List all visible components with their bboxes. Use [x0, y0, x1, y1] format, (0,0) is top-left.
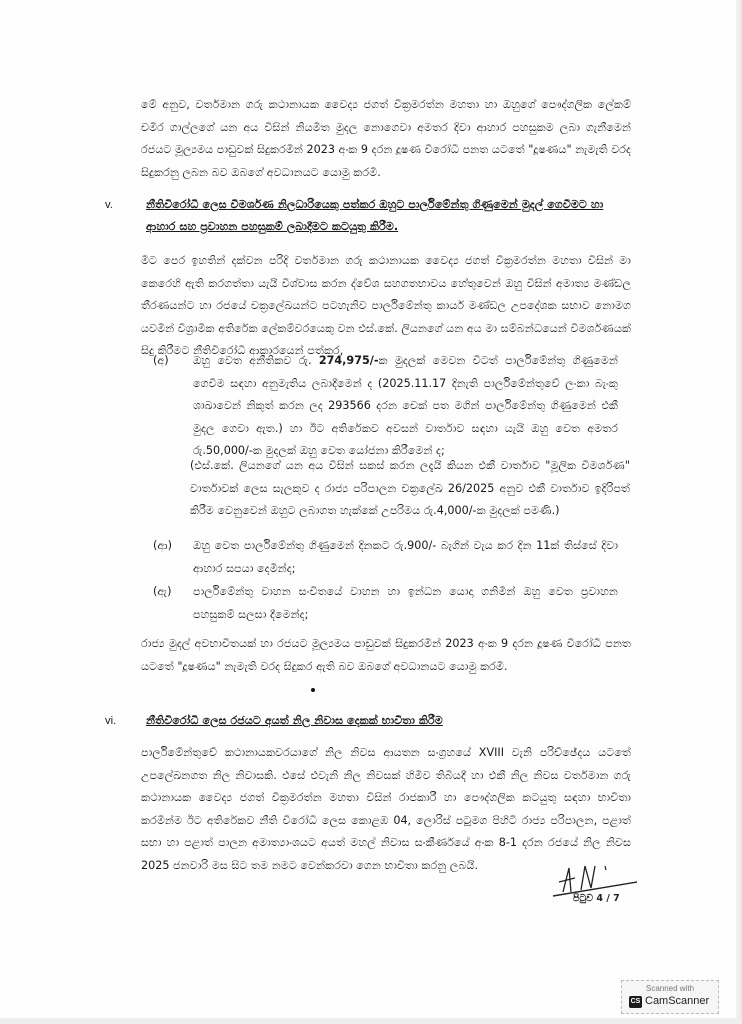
- bullet-dot: [311, 688, 315, 692]
- list-item-text: [193, 350, 618, 463]
- camscanner-watermark: [621, 980, 719, 1014]
- section-vi-heading: [105, 710, 635, 734]
- section-v-heading: [105, 194, 635, 240]
- page-number: පිටුව 4 / 7: [573, 893, 620, 904]
- list-item-label: (ආ): [153, 539, 173, 552]
- list-item-a: [153, 350, 628, 457]
- watermark-brand: CamScanner: [645, 995, 710, 1007]
- list-item-label: (ඇ): [153, 585, 172, 598]
- intro-paragraph: මේ අනුව, වර්තමාන ගරු කථානායක වෛද්‍ය ජගත් වික්‍රමරත්න මහතා හා ඔහුගේ පෞද්ගලික ලේකම් චමිර ගාල්ලගේ යන අය විසින් නියමිත මුදල නොගෙවා අමතර දිවා ආහාර පහසුකම ලබා ගැනීමෙන් රජයට මූල්‍යමය පාඩුවක් සිදුකරමින් 2023 අංක 9 දරන දූෂණ විරෝධී පනත යටතේ "දූෂණය" නැමැති වරද සිදුකරනු ලබන බව ඔබගේ අවධානයට යොමු කරමි.: [141, 98, 631, 179]
- text-segment: ඔහු වෙත අනීතිකව රු.: [193, 354, 319, 367]
- list-item-text: පාර්ලිමේන්තු වාහන සංචිතයේ වාහන හා ඉන්ධන යොදා ගනිමින් ඔහු වෙත ප්‍රවාහන පහසුකම් සලසා දීමෙන්ද;: [193, 585, 618, 621]
- list-item-label: (අ): [153, 354, 169, 367]
- page-edge-shadow: [736, 0, 742, 1024]
- page-bottom-edge: [0, 1018, 742, 1024]
- section-v-title: නීතිවිරෝධී ලෙස විමර්ශණ නිලධාරියෙකු පත්කර ඔහුට පාර්ලිමේන්තු ගිණුමෙන් මුදල් ගෙවීමට හා ආහාර සහ ප්‍රවාහන පහසුකම් ලබාදීමට කටයුතු කිරීම.: [146, 198, 604, 233]
- section-vi-paragraph: පාර්ලිමේන්තුවේ කථානායකවරයාගේ නිල නිවස ආයතන සංග්‍රහයේ XVIII වැනි පරිච්ඡේදය යටතේ උපලේඛනගත නිල නිවාසකි. එසේ එවැනි නිල නිවසක් හිමිව තිබියදී හා එකී නිල නිවස වර්තමාන ගරු කථානායක වෛද්‍ය ජගත් වික්‍රමරත්න මහතා විසින් රාජකාරී හා පෞද්ගලික කටයුතු සඳහා භාවිතා කරමින්ම ඊට අතිරේකව නීති විරෝධී ලෙස කොළඹ 04, ලොරිස් පටුමග පිහිටි රාජ්‍ය පරිපාලන, පළාත් සභා හා පළාත් පාලන අමාත්‍යාංශයට අයත් මහල් නිවාස සංකීර්ණයේ අංක 8-1 දරන රජයේ නිල නිවස 2025 ජනවාරි මස සිට තම නමට වෙන්කරවා ගෙන භාවිතා කරනු ලබයි.: [141, 746, 631, 872]
- camscanner-logo-icon: CS: [629, 996, 642, 1008]
- list-item-aa: [153, 535, 628, 581]
- watermark-caption: Scanned with: [645, 984, 695, 993]
- amount-bold: 274,975/-: [318, 354, 379, 367]
- section-v-closing: රාජ්‍ය මුදල් අවභාවිතයක් හා රජයට මූල්‍යමය පාඩුවක් සිදුකරමින් 2023 අංක 9 දරන දූෂණ විරෝධී පනත යටතේ "දූෂණය" නැමැති වරද සිදුකර ඇති බව ඔබගේ අවධානයට යොමු කරමි.: [141, 637, 631, 673]
- section-vi-title: නීතිවිරෝධී ලෙස රජයට අයත් නිල නිවාස දෙකක් භාවිතා කිරීම: [146, 714, 443, 727]
- list-item-text: ඔහු වෙත පාර්ලිමේන්තු ගිණුමෙන් දිනකට රු.900/- බැගින් වැය කර දින 11ක් තිස්සේ දිවා ආහාර සපයා දෙමින්ද;: [193, 539, 618, 575]
- text-segment: ක මුදලක් මෙවන විටත් පාර්ලිමේන්තු ගිණුමෙන් ගෙවීම සඳහා අනුමැතිය ලබාදීමෙන් ද (2025.11.17 දිනැති පාර්ලිමේන්තුවේ ලංකා බැංකු ශාඛාවෙන් නිකුත් කරන ලද 293566 දරන චෙක් පත මගින් පාර්ලිමේන්තු ගිණුමෙන් එකී මුදල ගෙවා ඇත.) හා ඊට අතිරේකව අවසන් වාර්තාව සඳහා යැයි ඔහු වෙත අමතර රු.50,000/-ක මුදලක් ඔහු වෙත යෝජනා කිරීමෙන් ද;: [193, 354, 618, 457]
- section-v-number: v.: [105, 199, 113, 211]
- list-item-ae: [153, 581, 628, 627]
- section-v-paragraph: මීට පෙර ඉහතින් දක්වන පරිදි වර්තමාන ගරු කථානායක වෛද්‍ය ජගත් වික්‍රමරත්න මහතා විසින් මා කෙරෙහි ඇති කරගත්තා යැයි විශ්වාස කරන ද්වේශ සහගතභාවය හේතුවෙන් ඔහු විසින් අමාත්‍ය මණ්ඩල තීරණයන්ට හා රජයේ චක්‍රලේඛයන්ට පටහැනිව පාර්ලිමේන්තු කාර්ය මණ්ඩල උපදේශක සභාව නොමග යවමින් විශ්‍රාමික අතිරේක ලේකම්වරයෙකු වන එස්.කේ. ලියනගේ යන අය මා සම්බන්ධයෙන් විමර්ශණයක් සිදු කිරීමට නීතිවිරෝධී ආකාරයෙන් පත්කර,: [141, 254, 631, 357]
- section-vi-number: vi.: [105, 715, 117, 727]
- list-item-a-note: (එස්.කේ. ලියනගේ යන අය විසින් සකස් කරන ලදැයි කියන එකී වාර්තාව "මූලික විමර්ශණ" වාර්තාවක් ලෙස සැලකුව ද රාජ්‍ය පරිපාලන චක්‍රලේඛ 26/2025 අනුව එකී වාර්තාව ඉදිරිපත් කිරීම වෙනුවෙන් ඔහුට ලබාගත හැක්කේ උපරිමය රු.4,000/-ක මුදලක් පමණි.): [190, 459, 630, 517]
